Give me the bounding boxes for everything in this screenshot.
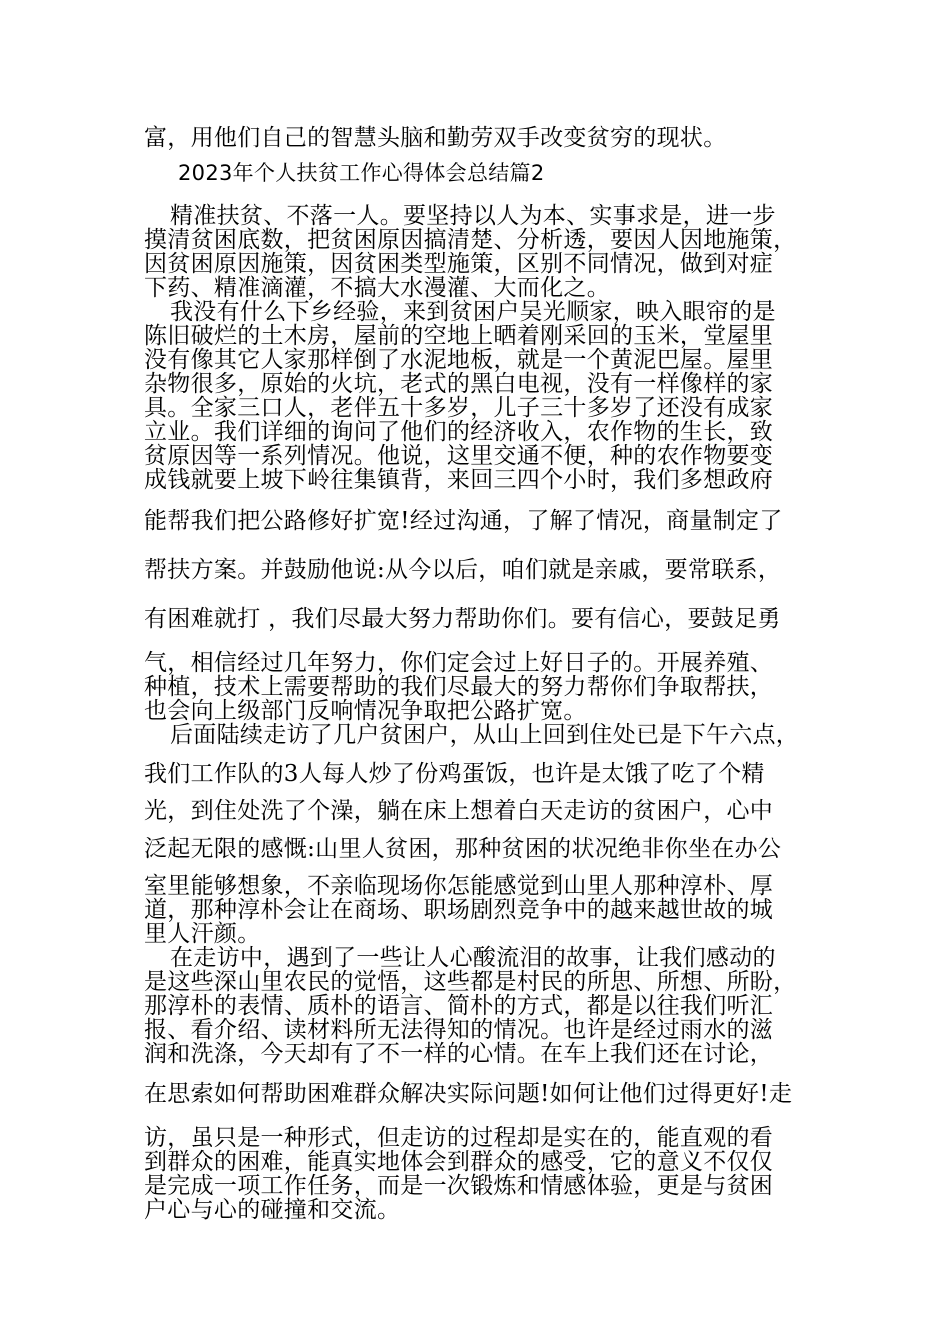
paragraph-line: 在走访中，遇到了一些让人心酸流泪的故事，让我们感动的 [170,945,776,971]
paragraph-line: 是完成一项工作任务，而是一次锻炼和情感体验，更是与贫困 [144,1173,774,1199]
paragraph-line: 里人汗颜。 [144,921,261,947]
paragraph-line: 气，相信经过几年努力，你们定会过上好日子的。开展养殖、 [144,650,774,676]
paragraph-line: 也会向上级部门反响情况争取把公路扩宽。 [144,698,587,724]
paragraph-line: 能帮我们把公路修好扩宽!经过沟通，了解了情况，商量制定了 [144,508,783,534]
paragraph-line: 成钱就要上坡下岭往集镇背，来回三四个小时，我们多想政府 [144,467,774,493]
paragraph-line: 我没有什么下乡经验，来到贫困户吴光顺家，映入眼帘的是 [170,299,776,325]
paragraph-line: 因贫困原因施策，因贫困类型施策，区别不同情况，做到对症 [144,251,774,277]
paragraph-line: 后面陆续走访了几户贫困户，从山上回到住处已是下午六点， [170,722,800,748]
paragraph-line: 陈旧破烂的土木房，屋前的空地上晒着刚采回的玉米，堂屋里 [144,323,774,349]
paragraph-line: 光，到住处洗了个澡，躺在床上想着白天走访的贫困户，心中 [144,798,774,824]
paragraph-line: 室里能够想象，不亲临现场你怎能感觉到山里人那种淳朴、厚 [144,873,774,899]
paragraph-line: 户心与心的碰撞和交流。 [144,1197,401,1223]
paragraph-line: 杂物很多，原始的火坑，老式的黑白电视，没有一样像样的家 [144,371,774,397]
paragraph-line: 到群众的困难，能真实地体会到群众的感受，它的意义不仅仅 [144,1149,774,1175]
paragraph-line: 具。全家三口人，老伴五十多岁，儿子三十多岁了还没有成家 [144,395,774,421]
paragraph-line: 下药、精准滴灌，不搞大水漫灌、大而化之。 [144,275,610,301]
paragraph-line: 泛起无限的感慨:山里人贫困，那种贫困的状况绝非你坐在办公 [144,836,782,862]
paragraph-line: 贫原因等一系列情况。他说，这里交通不便，种的农作物要变 [144,443,774,469]
paragraph-line: 报、看介绍、读材料所无法得知的情况。也许是经过雨水的滋 [144,1017,774,1043]
paragraph-line: 在思索如何帮助困难群众解决实际问题!如何让他们过得更好!走 [144,1081,793,1107]
paragraph-line: 那淳朴的表情、质朴的语言、简朴的方式，都是以往我们听汇 [144,993,774,1019]
paragraph-line: 精准扶贫、不落一人。要坚持以人为本、实事求是，进一步 [170,203,776,229]
paragraph-line: 立业。我们详细的询问了他们的经济收入，农作物的生长，致 [144,419,774,445]
paragraph-line: 润和洗涤，今天却有了不一样的心情。在车上我们还在讨论， [144,1041,774,1067]
paragraph-line: 访，虽只是一种形式，但走访的过程却是实在的，能直观的看 [144,1125,774,1151]
paragraph-line: 摸清贫困底数，把贫困原因搞清楚、分析透，要因人因地施策， [144,227,797,253]
paragraph-line: 道，那种淳朴会让在商场、职场剧烈竞争中的越来越世故的城 [144,897,774,923]
paragraph-line: 种植，技术上需要帮助的我们尽最大的努力帮你们争取帮扶， [144,674,774,700]
paragraph-line: 我们工作队的3人每人炒了份鸡蛋饭，也许是太饿了吃了个精 [144,761,765,787]
section-title: 2023年个人扶贫工作心得体会总结篇2 [178,161,545,185]
paragraph-line: 帮扶方案。并鼓励他说:从今以后，咱们就是亲戚，要常联系， [144,557,782,583]
paragraph-line: 是这些深山里农民的觉悟，这些都是村民的所思、所想、所盼， [144,969,797,995]
paragraph-line: 没有像其它人家那样倒了水泥地板，就是一个黄泥巴屋。屋里 [144,347,774,373]
intro-line: 富，用他们自己的智慧头脑和勤劳双手改变贫穷的现状。 [144,125,727,151]
paragraph-line: 有困难就打 ，我们尽最大努力帮助你们。要有信心，要鼓足勇 [144,606,781,632]
